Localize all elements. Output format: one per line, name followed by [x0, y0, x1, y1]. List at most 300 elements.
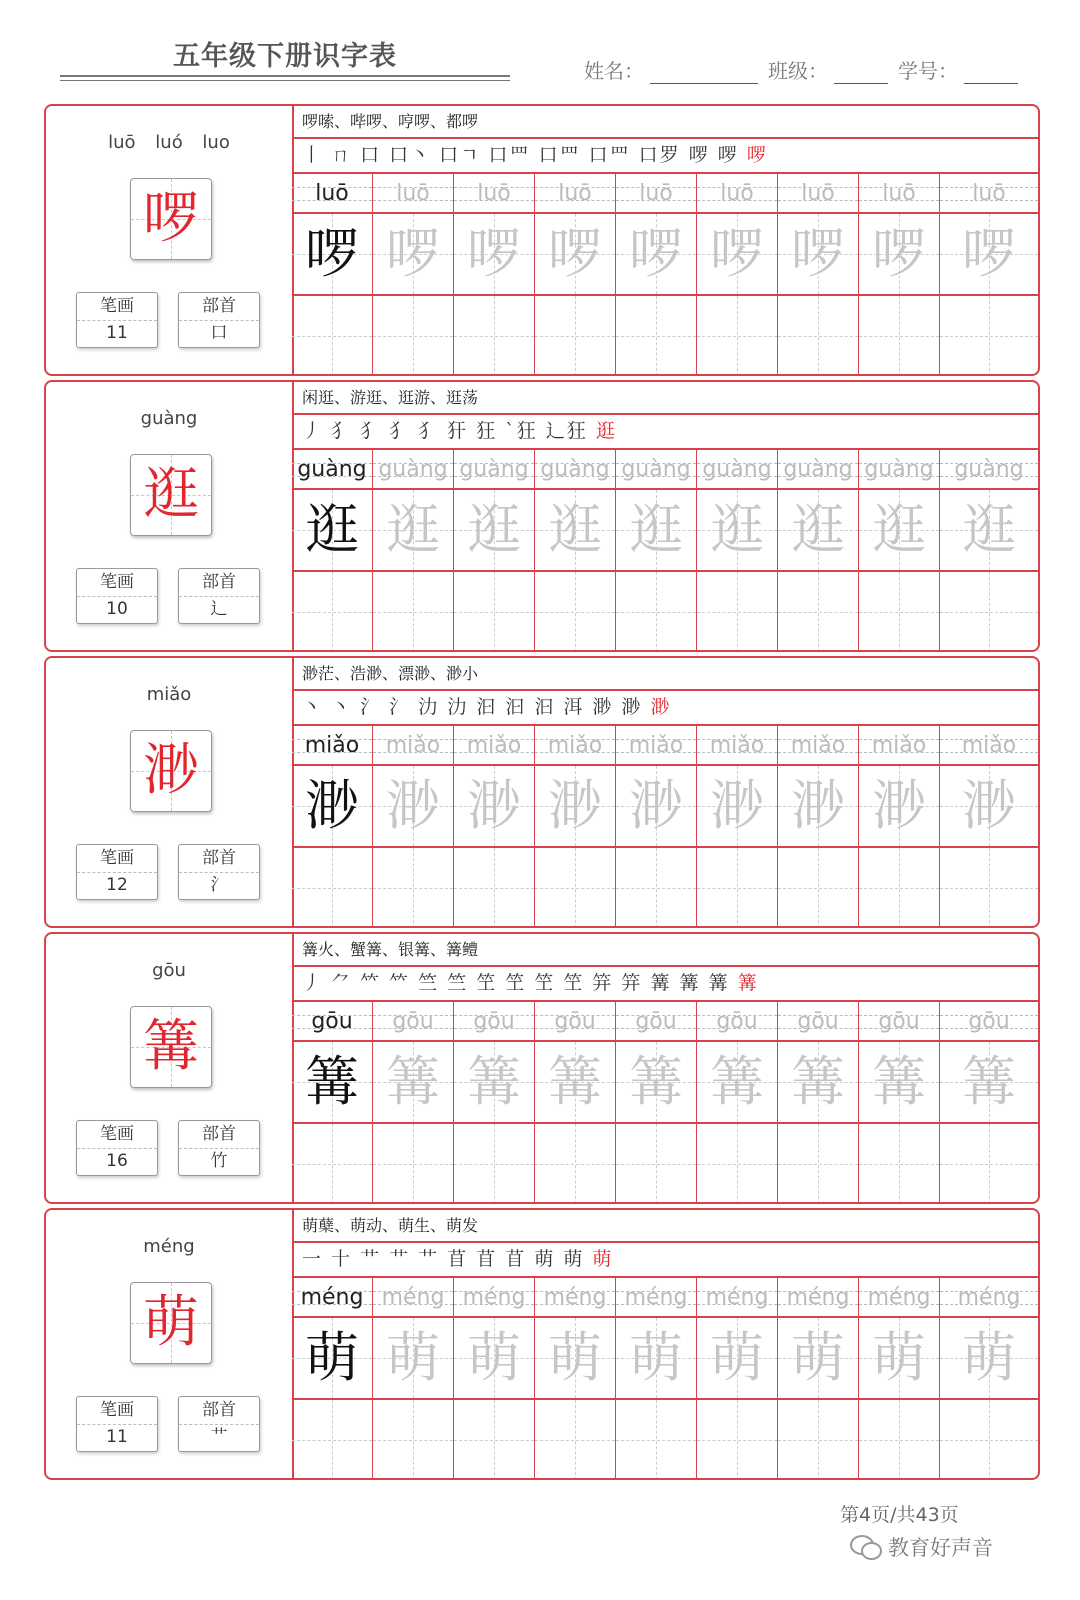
pinyin-text: guàng — [864, 457, 934, 482]
tracing-character: 篝 — [467, 1050, 521, 1113]
tracing-cell[interactable] — [697, 214, 778, 296]
pinyin-text: gōu — [473, 1009, 515, 1034]
stroke-count-label: 笔画 — [77, 1121, 157, 1149]
pinyin-cell[interactable] — [778, 450, 859, 490]
pinyin-text: méng — [624, 1285, 688, 1310]
radical-value: 竹 — [210, 1151, 228, 1171]
blank-cell[interactable] — [373, 1400, 454, 1480]
tracing-cell[interactable] — [535, 490, 616, 572]
tracing-character: 萌 — [386, 1326, 440, 1389]
tracing-cell[interactable] — [616, 766, 697, 848]
pinyin-text: guàng — [621, 457, 691, 482]
tracing-cell[interactable] — [373, 214, 454, 296]
tracing-cell[interactable] — [859, 214, 940, 296]
tracing-character: 逛 — [548, 498, 602, 561]
word-examples: 篝火、蟹篝、银篝、篝鳢 — [292, 934, 1038, 967]
pinyin-text: gōu — [878, 1009, 920, 1034]
tracing-character: 萌 — [962, 1326, 1016, 1389]
pinyin-header: luō luó luo — [108, 132, 230, 153]
name-label: 姓名： — [584, 59, 644, 83]
word-examples: 萌蘖、萌动、萌生、萌发 — [292, 1210, 1038, 1243]
stroke-count-label: 笔画 — [77, 1397, 157, 1425]
tracing-character: 篝 — [791, 1050, 845, 1113]
pinyin-text: miǎo — [871, 733, 927, 758]
tracing-cell[interactable] — [454, 1318, 535, 1400]
character-card — [44, 380, 1040, 652]
tracing-character: 萌 — [305, 1326, 359, 1389]
tracing-character: 篝 — [962, 1050, 1016, 1113]
blank-cell[interactable] — [616, 848, 697, 928]
pinyin-cell[interactable] — [940, 450, 1038, 490]
tracing-cell[interactable] — [373, 490, 454, 572]
blank-practice-row — [292, 1400, 1038, 1480]
pinyin-cell[interactable] — [778, 174, 859, 214]
radical-value: 辶 — [210, 599, 228, 619]
character-display-box — [130, 454, 212, 536]
pinyin-cell[interactable] — [292, 726, 373, 766]
tracing-character: 渺 — [548, 774, 602, 837]
blank-cell[interactable] — [454, 296, 535, 376]
wechat-icon — [850, 1535, 882, 1559]
character-card — [44, 656, 1040, 928]
word-examples: 啰嗦、哔啰、哼啰、都啰 — [292, 106, 1038, 139]
pinyin-text: luō — [639, 181, 673, 206]
number-label: 学号： — [898, 59, 958, 83]
blank-cell[interactable] — [778, 1124, 859, 1204]
tracing-character: 逛 — [791, 498, 845, 561]
tracing-cell[interactable] — [859, 766, 940, 848]
blank-cell[interactable] — [940, 848, 1038, 928]
blank-cell[interactable] — [373, 1124, 454, 1204]
pinyin-cell[interactable] — [454, 1278, 535, 1318]
tracing-cell[interactable] — [292, 766, 373, 848]
name-blank[interactable] — [650, 59, 758, 84]
tracing-character: 篝 — [872, 1050, 926, 1113]
blank-cell[interactable] — [373, 572, 454, 652]
name-field[interactable] — [584, 55, 758, 84]
tracing-character: 篝 — [386, 1050, 440, 1113]
stroke-order-final: 萌 — [592, 1248, 614, 1270]
pinyin-text: luō — [720, 181, 754, 206]
blank-cell[interactable] — [859, 1400, 940, 1480]
pinyin-cell[interactable] — [697, 1002, 778, 1042]
blank-cell[interactable] — [940, 572, 1038, 652]
tracing-cell[interactable] — [292, 214, 373, 296]
pinyin-text: gōu — [635, 1009, 677, 1034]
character-info-panel — [46, 658, 294, 926]
stroke-order-final: 啰 — [746, 144, 768, 166]
blank-cell[interactable] — [778, 572, 859, 652]
pinyin-text: méng — [867, 1285, 931, 1310]
pinyin-text: méng — [300, 1285, 364, 1310]
class-field[interactable] — [768, 55, 888, 84]
tracing-character: 逛 — [629, 498, 683, 561]
character-red: 啰 — [143, 186, 199, 251]
blank-cell[interactable] — [697, 296, 778, 376]
pinyin-practice-row — [292, 1002, 1038, 1042]
stroke-order-row — [292, 1243, 1038, 1278]
pinyin-cell[interactable] — [373, 726, 454, 766]
blank-cell[interactable] — [373, 296, 454, 376]
tracing-character: 逛 — [467, 498, 521, 561]
character-tracing-row — [292, 1318, 1038, 1400]
blank-cell[interactable] — [535, 1124, 616, 1204]
pinyin-text: luō — [477, 181, 511, 206]
tracing-cell[interactable] — [616, 490, 697, 572]
radical-box — [178, 292, 260, 348]
pinyin-cell[interactable] — [373, 450, 454, 490]
pinyin-cell[interactable] — [535, 1278, 616, 1318]
blank-cell[interactable] — [454, 1400, 535, 1480]
tracing-cell[interactable] — [697, 1042, 778, 1124]
stroke-order-sequence: 一 十 艹 艹 艹 苜 苜 苜 萌 萌 — [302, 1248, 585, 1270]
blank-cell[interactable] — [778, 848, 859, 928]
class-blank[interactable] — [834, 59, 888, 84]
blank-cell[interactable] — [778, 1400, 859, 1480]
tracing-character: 啰 — [629, 222, 683, 285]
pinyin-cell[interactable] — [859, 1278, 940, 1318]
blank-cell[interactable] — [454, 1124, 535, 1204]
tracing-character: 萌 — [548, 1326, 602, 1389]
pinyin-practice-row — [292, 174, 1038, 214]
tracing-character: 啰 — [548, 222, 602, 285]
tracing-cell[interactable] — [373, 766, 454, 848]
radical-box — [178, 844, 260, 900]
blank-practice-row — [292, 296, 1038, 376]
title-underline — [60, 75, 510, 77]
word-examples: 渺茫、浩渺、漂渺、渺小 — [292, 658, 1038, 691]
tracing-cell[interactable] — [454, 214, 535, 296]
tracing-cell[interactable] — [616, 1318, 697, 1400]
pinyin-text: miǎo — [709, 733, 765, 758]
pinyin-cell[interactable] — [373, 174, 454, 214]
tracing-character: 篝 — [305, 1050, 359, 1113]
pinyin-text: miǎo — [466, 733, 522, 758]
tracing-cell[interactable] — [454, 766, 535, 848]
tracing-cell[interactable] — [292, 490, 373, 572]
blank-cell[interactable] — [454, 572, 535, 652]
pinyin-text: guàng — [540, 457, 610, 482]
tracing-character: 啰 — [962, 222, 1016, 285]
tracing-cell[interactable] — [778, 214, 859, 296]
page-title: 五年级下册识字表 — [173, 41, 397, 72]
pinyin-cell[interactable] — [616, 174, 697, 214]
pinyin-cell[interactable] — [454, 1002, 535, 1042]
tracing-character: 渺 — [467, 774, 521, 837]
tracing-cell[interactable] — [535, 766, 616, 848]
blank-cell[interactable] — [292, 296, 373, 376]
blank-cell[interactable] — [859, 296, 940, 376]
blank-cell[interactable] — [940, 296, 1038, 376]
tracing-character: 篝 — [629, 1050, 683, 1113]
brand-watermark — [850, 1532, 993, 1562]
pinyin-text: luō — [396, 181, 430, 206]
practice-panel — [292, 382, 1038, 650]
tracing-cell[interactable] — [940, 1318, 1038, 1400]
character-red: 逛 — [143, 462, 199, 527]
tracing-character: 逛 — [710, 498, 764, 561]
tracing-cell[interactable] — [697, 490, 778, 572]
tracing-character: 啰 — [305, 222, 359, 285]
pinyin-text: luō — [801, 181, 835, 206]
stroke-count-value: 12 — [106, 875, 128, 895]
tracing-character: 渺 — [791, 774, 845, 837]
tracing-cell[interactable] — [940, 766, 1038, 848]
blank-cell[interactable] — [373, 848, 454, 928]
radical-label: 部首 — [179, 569, 259, 597]
practice-panel — [292, 1210, 1038, 1478]
tracing-cell[interactable] — [859, 1042, 940, 1124]
stroke-count-label: 笔画 — [77, 845, 157, 873]
character-display-box — [130, 1282, 212, 1364]
blank-cell[interactable] — [535, 296, 616, 376]
page-counter: 第4页/共43页 — [840, 1504, 959, 1526]
pinyin-cell[interactable] — [454, 726, 535, 766]
tracing-cell[interactable] — [940, 214, 1038, 296]
pinyin-cell[interactable] — [940, 1278, 1038, 1318]
stroke-count-box — [76, 844, 158, 900]
tracing-cell[interactable] — [535, 1318, 616, 1400]
pinyin-cell[interactable] — [292, 1002, 373, 1042]
blank-cell[interactable] — [697, 572, 778, 652]
tracing-character: 萌 — [791, 1326, 845, 1389]
pinyin-practice-row — [292, 450, 1038, 490]
blank-cell[interactable] — [859, 572, 940, 652]
blank-cell[interactable] — [616, 1400, 697, 1480]
blank-cell[interactable] — [292, 572, 373, 652]
pinyin-cell[interactable] — [454, 174, 535, 214]
blank-cell[interactable] — [535, 572, 616, 652]
character-display-box — [130, 178, 212, 260]
pinyin-cell[interactable] — [859, 174, 940, 214]
radical-value: 口 — [210, 323, 228, 343]
brand-name: 教育好声音 — [888, 1536, 993, 1560]
stroke-count-label: 笔画 — [77, 293, 157, 321]
pinyin-cell[interactable] — [616, 1002, 697, 1042]
pinyin-practice-row — [292, 1278, 1038, 1318]
pinyin-cell[interactable] — [940, 1002, 1038, 1042]
practice-panel — [292, 106, 1038, 374]
blank-cell[interactable] — [616, 572, 697, 652]
stroke-count-value: 16 — [106, 1151, 128, 1171]
pinyin-text: guàng — [297, 457, 367, 482]
pinyin-cell[interactable] — [454, 450, 535, 490]
blank-cell[interactable] — [292, 848, 373, 928]
pinyin-cell[interactable] — [616, 450, 697, 490]
pinyin-text: guàng — [702, 457, 772, 482]
pinyin-text: gōu — [311, 1009, 353, 1034]
blank-cell[interactable] — [535, 1400, 616, 1480]
title-underline-thin — [60, 80, 510, 81]
radical-box — [178, 1120, 260, 1176]
tracing-cell[interactable] — [697, 1318, 778, 1400]
radical-label: 部首 — [179, 845, 259, 873]
stroke-order-row — [292, 691, 1038, 726]
character-tracing-row — [292, 490, 1038, 572]
blank-cell[interactable] — [697, 1124, 778, 1204]
tracing-character: 渺 — [629, 774, 683, 837]
pinyin-text: luō — [315, 181, 349, 206]
stroke-count-box — [76, 1120, 158, 1176]
pinyin-header: guàng — [140, 408, 198, 429]
tracing-cell[interactable] — [373, 1042, 454, 1124]
pinyin-cell[interactable] — [292, 1278, 373, 1318]
tracing-character: 萌 — [872, 1326, 926, 1389]
blank-practice-row — [292, 848, 1038, 928]
tracing-character: 啰 — [467, 222, 521, 285]
pinyin-cell[interactable] — [616, 726, 697, 766]
blank-practice-row — [292, 572, 1038, 652]
tracing-character: 啰 — [791, 222, 845, 285]
character-tracing-row — [292, 766, 1038, 848]
tracing-character: 逛 — [386, 498, 440, 561]
stroke-count-box — [76, 1396, 158, 1452]
class-label: 班级： — [768, 59, 828, 83]
stroke-count-label: 笔画 — [77, 569, 157, 597]
blank-cell[interactable] — [859, 1124, 940, 1204]
pinyin-text: gōu — [968, 1009, 1010, 1034]
tracing-cell[interactable] — [616, 1042, 697, 1124]
number-blank[interactable] — [964, 59, 1018, 84]
character-card — [44, 932, 1040, 1204]
tracing-cell[interactable] — [454, 1042, 535, 1124]
stroke-count-value: 11 — [106, 1427, 128, 1447]
pinyin-cell[interactable] — [535, 1002, 616, 1042]
stroke-count-box — [76, 568, 158, 624]
tracing-cell[interactable] — [940, 490, 1038, 572]
tracing-character: 逛 — [872, 498, 926, 561]
stroke-order-row — [292, 415, 1038, 450]
tracing-character: 啰 — [710, 222, 764, 285]
radical-label: 部首 — [179, 293, 259, 321]
pinyin-practice-row — [292, 726, 1038, 766]
pinyin-text: luō — [558, 181, 592, 206]
pinyin-cell[interactable] — [292, 174, 373, 214]
pinyin-cell[interactable] — [535, 726, 616, 766]
blank-cell[interactable] — [778, 296, 859, 376]
pinyin-text: méng — [786, 1285, 850, 1310]
pinyin-text: miǎo — [961, 733, 1017, 758]
stroke-order-row — [292, 967, 1038, 1002]
stroke-count-box — [76, 292, 158, 348]
tracing-cell[interactable] — [778, 490, 859, 572]
pinyin-cell[interactable] — [373, 1002, 454, 1042]
tracing-cell[interactable] — [535, 1042, 616, 1124]
tracing-cell[interactable] — [778, 1318, 859, 1400]
pinyin-cell[interactable] — [940, 726, 1038, 766]
stroke-count-value: 11 — [106, 323, 128, 343]
radical-box — [178, 1396, 260, 1452]
blank-cell[interactable] — [454, 848, 535, 928]
character-red: 篝 — [143, 1014, 199, 1079]
blank-cell[interactable] — [535, 848, 616, 928]
stroke-order-sequence: 丿 ⺈ 𥫗 𥫗 竺 竺 笁 笁 笁 笁 笄 笄 篝 篝 篝 — [302, 972, 730, 994]
pinyin-cell[interactable] — [778, 726, 859, 766]
character-red: 渺 — [143, 738, 199, 803]
radical-label: 部首 — [179, 1121, 259, 1149]
pinyin-header: méng — [143, 1236, 195, 1257]
number-field[interactable] — [898, 55, 1018, 84]
blank-cell[interactable] — [940, 1400, 1038, 1480]
pinyin-cell[interactable] — [697, 450, 778, 490]
blank-cell[interactable] — [616, 1124, 697, 1204]
pinyin-cell[interactable] — [535, 450, 616, 490]
tracing-cell[interactable] — [859, 1318, 940, 1400]
tracing-cell[interactable] — [859, 490, 940, 572]
pinyin-text: guàng — [954, 457, 1024, 482]
blank-cell[interactable] — [859, 848, 940, 928]
character-info-panel — [46, 1210, 294, 1478]
stroke-order-sequence: 丶 丶 氵 氵 氻 氻 汩 汩 汩 洱 渺 渺 — [302, 696, 643, 718]
tracing-cell[interactable] — [292, 1042, 373, 1124]
tracing-character: 篝 — [710, 1050, 764, 1113]
stroke-order-sequence: 丨 ㄇ 口 口丶 口ㄱ 口罒 口罒 口罒 口罗 啰 啰 — [302, 144, 739, 166]
pinyin-text: méng — [462, 1285, 526, 1310]
pinyin-cell[interactable] — [292, 450, 373, 490]
tracing-cell[interactable] — [454, 490, 535, 572]
tracing-character: 萌 — [467, 1326, 521, 1389]
pinyin-cell[interactable] — [535, 174, 616, 214]
stroke-order-final: 逛 — [595, 420, 617, 442]
tracing-cell[interactable] — [535, 214, 616, 296]
blank-cell[interactable] — [292, 1400, 373, 1480]
character-card — [44, 104, 1040, 376]
tracing-character: 啰 — [386, 222, 440, 285]
tracing-cell[interactable] — [373, 1318, 454, 1400]
pinyin-cell[interactable] — [859, 450, 940, 490]
tracing-cell[interactable] — [778, 1042, 859, 1124]
blank-cell[interactable] — [940, 1124, 1038, 1204]
pinyin-cell[interactable] — [697, 726, 778, 766]
tracing-character: 啰 — [872, 222, 926, 285]
character-card — [44, 1208, 1040, 1480]
tracing-character: 渺 — [305, 774, 359, 837]
blank-cell[interactable] — [697, 1400, 778, 1480]
pinyin-cell[interactable] — [616, 1278, 697, 1318]
pinyin-text: guàng — [783, 457, 853, 482]
tracing-cell[interactable] — [940, 1042, 1038, 1124]
pinyin-cell[interactable] — [697, 1278, 778, 1318]
pinyin-cell[interactable] — [778, 1278, 859, 1318]
stroke-order-row — [292, 139, 1038, 174]
tracing-cell[interactable] — [778, 766, 859, 848]
pinyin-cell[interactable] — [373, 1278, 454, 1318]
tracing-cell[interactable] — [697, 766, 778, 848]
pinyin-text: miǎo — [304, 733, 360, 758]
tracing-character: 渺 — [962, 774, 1016, 837]
stroke-order-sequence: 丿 犭 犭 犭 犭 犴 狂 ˋ狂 辶狂 — [302, 420, 588, 442]
pinyin-text: miǎo — [385, 733, 441, 758]
stroke-count-value: 10 — [106, 599, 128, 619]
pinyin-text: méng — [543, 1285, 607, 1310]
character-info-panel — [46, 934, 294, 1202]
blank-cell[interactable] — [292, 1124, 373, 1204]
pinyin-cell[interactable] — [940, 174, 1038, 214]
tracing-character: 逛 — [305, 498, 359, 561]
tracing-cell[interactable] — [616, 214, 697, 296]
blank-cell[interactable] — [616, 296, 697, 376]
pinyin-cell[interactable] — [859, 1002, 940, 1042]
stroke-order-final: 渺 — [650, 696, 672, 718]
pinyin-text: miǎo — [790, 733, 846, 758]
blank-cell[interactable] — [697, 848, 778, 928]
tracing-character: 逛 — [962, 498, 1016, 561]
character-display-box — [130, 730, 212, 812]
tracing-cell[interactable] — [292, 1318, 373, 1400]
pinyin-cell[interactable] — [778, 1002, 859, 1042]
pinyin-cell[interactable] — [859, 726, 940, 766]
pinyin-cell[interactable] — [697, 174, 778, 214]
